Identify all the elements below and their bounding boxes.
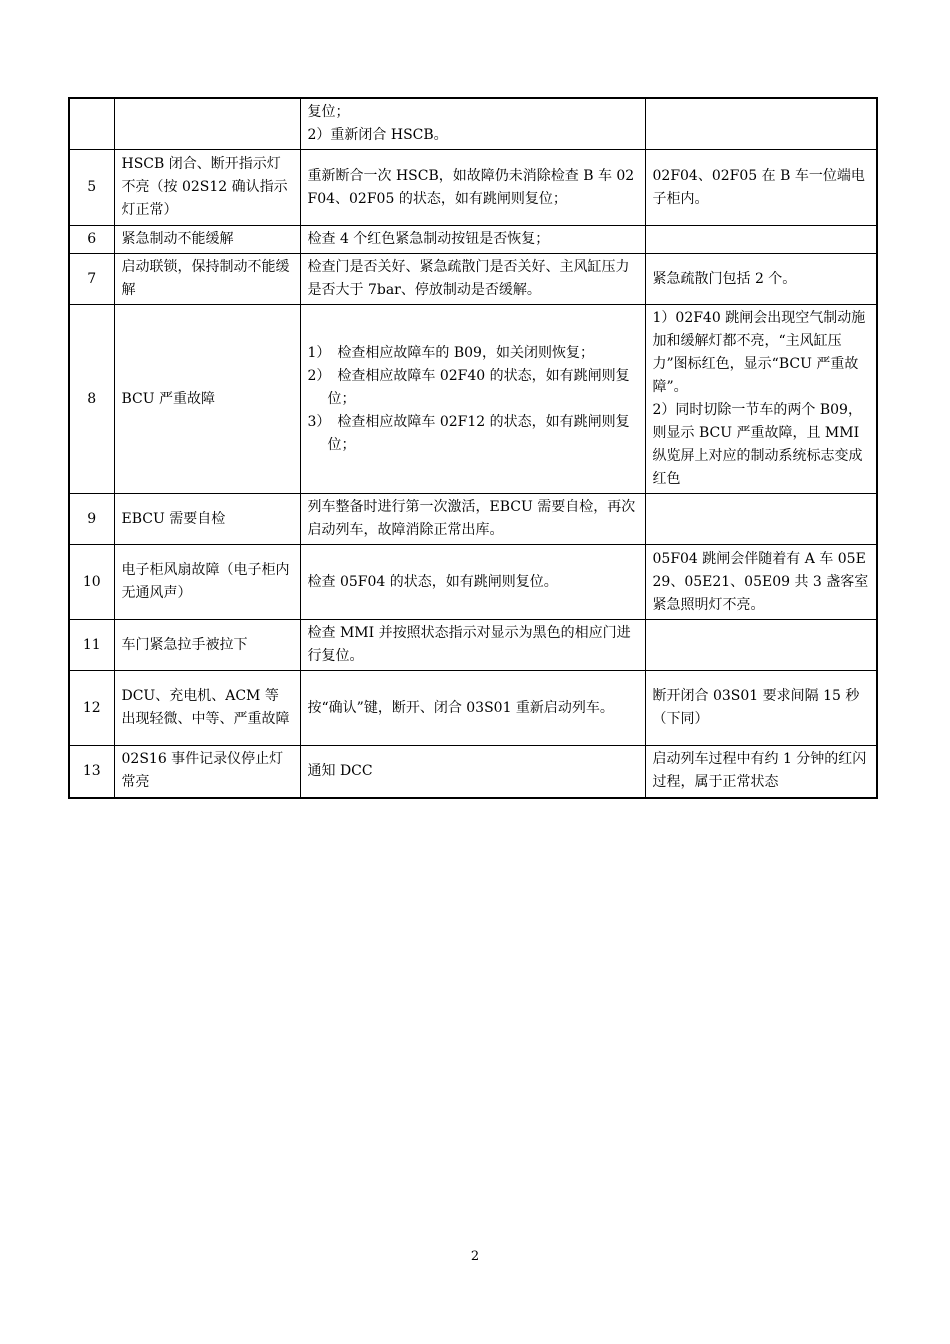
row-number xyxy=(69,98,114,150)
row-number: 10 xyxy=(69,545,114,620)
table-row xyxy=(69,545,877,620)
row-number: 6 xyxy=(69,226,114,254)
table-row xyxy=(69,226,877,254)
remark-line: 02F04、02F05 在 B 车一位端电子柜内。 xyxy=(652,167,865,207)
handling-action xyxy=(300,545,645,620)
action-step: 1） 检查相应故障车的 B09，如关闭则恢复； xyxy=(307,344,594,361)
remark-line: 紧急疏散门包括 2 个。 xyxy=(652,270,797,287)
handling-action xyxy=(300,671,645,746)
row-number: 13 xyxy=(69,746,114,798)
action-line: 列车整备时进行第一次激活，EBCU 需要自检，再次启动列车，故障消除正常出库。 xyxy=(307,499,636,538)
action-step: 3） 检查相应故障车 02F12 的状态，如有跳闸则复位； xyxy=(307,413,630,453)
remark xyxy=(645,620,877,671)
table-row xyxy=(69,494,877,545)
fault-description: 02S16 事件记录仪停止灯常亮 xyxy=(114,746,300,798)
handling-action xyxy=(300,746,645,798)
action-step: 2） 检查相应故障车 02F40 的状态，如有跳闸则复位； xyxy=(307,367,630,407)
fault-description: 紧急制动不能缓解 xyxy=(114,226,300,254)
action-line: 复位； xyxy=(307,104,350,120)
remark xyxy=(645,254,877,305)
table-row xyxy=(69,620,877,671)
handling-action xyxy=(300,620,645,671)
remark xyxy=(645,305,877,494)
fault-description: 电子柜风扇故障（电子柜内无通风声） xyxy=(114,545,300,620)
table-body xyxy=(69,98,877,798)
row-number: 11 xyxy=(69,620,114,671)
handling-action xyxy=(300,494,645,545)
remark xyxy=(645,98,877,150)
action-line: 按“确认”键，断开、闭合 03S01 重新启动列车。 xyxy=(307,699,614,716)
remark xyxy=(645,150,877,226)
handling-action xyxy=(300,254,645,305)
row-number: 5 xyxy=(69,150,114,226)
remark xyxy=(645,494,877,545)
remark-line: 启动列车过程中有约 1 分钟的红闪过程，属于正常状态 xyxy=(652,751,867,791)
fault-description xyxy=(114,98,300,150)
action-line: 检查 4 个红色紧急制动按钮是否恢复； xyxy=(307,231,550,247)
action-line: 检查门是否关好、紧急疏散门是否关好、主风缸压力是否大于 7bar、停放制动是否缓解。 xyxy=(307,259,630,298)
action-line: 检查 MMI 并按照状态指示对显示为黑色的相应门进行复位。 xyxy=(307,625,631,664)
remark xyxy=(645,226,877,254)
action-line: 通知 DCC xyxy=(307,762,373,779)
fault-description: 启动联锁，保持制动不能缓解 xyxy=(114,254,300,305)
row-number: 7 xyxy=(69,254,114,305)
table-row xyxy=(69,305,877,494)
remark xyxy=(645,545,877,620)
table-row xyxy=(69,150,877,226)
page-number: 2 xyxy=(470,1249,480,1264)
handling-action xyxy=(300,150,645,226)
table-row xyxy=(69,254,877,305)
remark-line: 05F04 跳闸会伴随着有 A 车 05E29、05E21、05E09 共 3 盏客室紧急照明灯不亮。 xyxy=(652,550,869,613)
table-row xyxy=(69,746,877,798)
handling-action xyxy=(300,226,645,254)
remark-line: 2）同时切除一节车的两个 B09，则显示 BCU 严重故障，且 MMI 纵览屏上对应的制动系统标志变成红色 xyxy=(652,402,863,487)
handling-action xyxy=(300,98,645,150)
action-line: 2）重新闭合 HSCB。 xyxy=(307,127,448,143)
fault-description: BCU 严重故障 xyxy=(114,305,300,494)
remark-line: 断开闭合 03S01 要求间隔 15 秒（下同） xyxy=(652,688,860,727)
table-row xyxy=(69,98,877,150)
row-number: 9 xyxy=(69,494,114,545)
row-number: 8 xyxy=(69,305,114,494)
remark-line: 1）02F40 跳闸会出现空气制动施加和缓解灯都不亮，“主风缸压力”图标红色，显示“BCU 严重故障”。 xyxy=(652,310,866,395)
table-row xyxy=(69,671,877,746)
fault-description: EBCU 需要自检 xyxy=(114,494,300,545)
action-line: 检查 05F04 的状态，如有跳闸则复位。 xyxy=(307,573,558,590)
fault-handling-table xyxy=(68,97,878,799)
fault-description: 车门紧急拉手被拉下 xyxy=(114,620,300,671)
remark xyxy=(645,671,877,746)
handling-action xyxy=(300,305,645,494)
fault-description: DCU、充电机、ACM 等出现轻微、中等、严重故障 xyxy=(114,671,300,746)
fault-description: HSCB 闭合、断开指示灯不亮（按 02S12 确认指示灯正常） xyxy=(114,150,300,226)
row-number: 12 xyxy=(69,671,114,746)
action-line: 重新断合一次 HSCB，如故障仍未消除检查 B 车 02F04、02F05 的状态，如有跳闸则复位； xyxy=(307,167,635,207)
remark xyxy=(645,746,877,798)
